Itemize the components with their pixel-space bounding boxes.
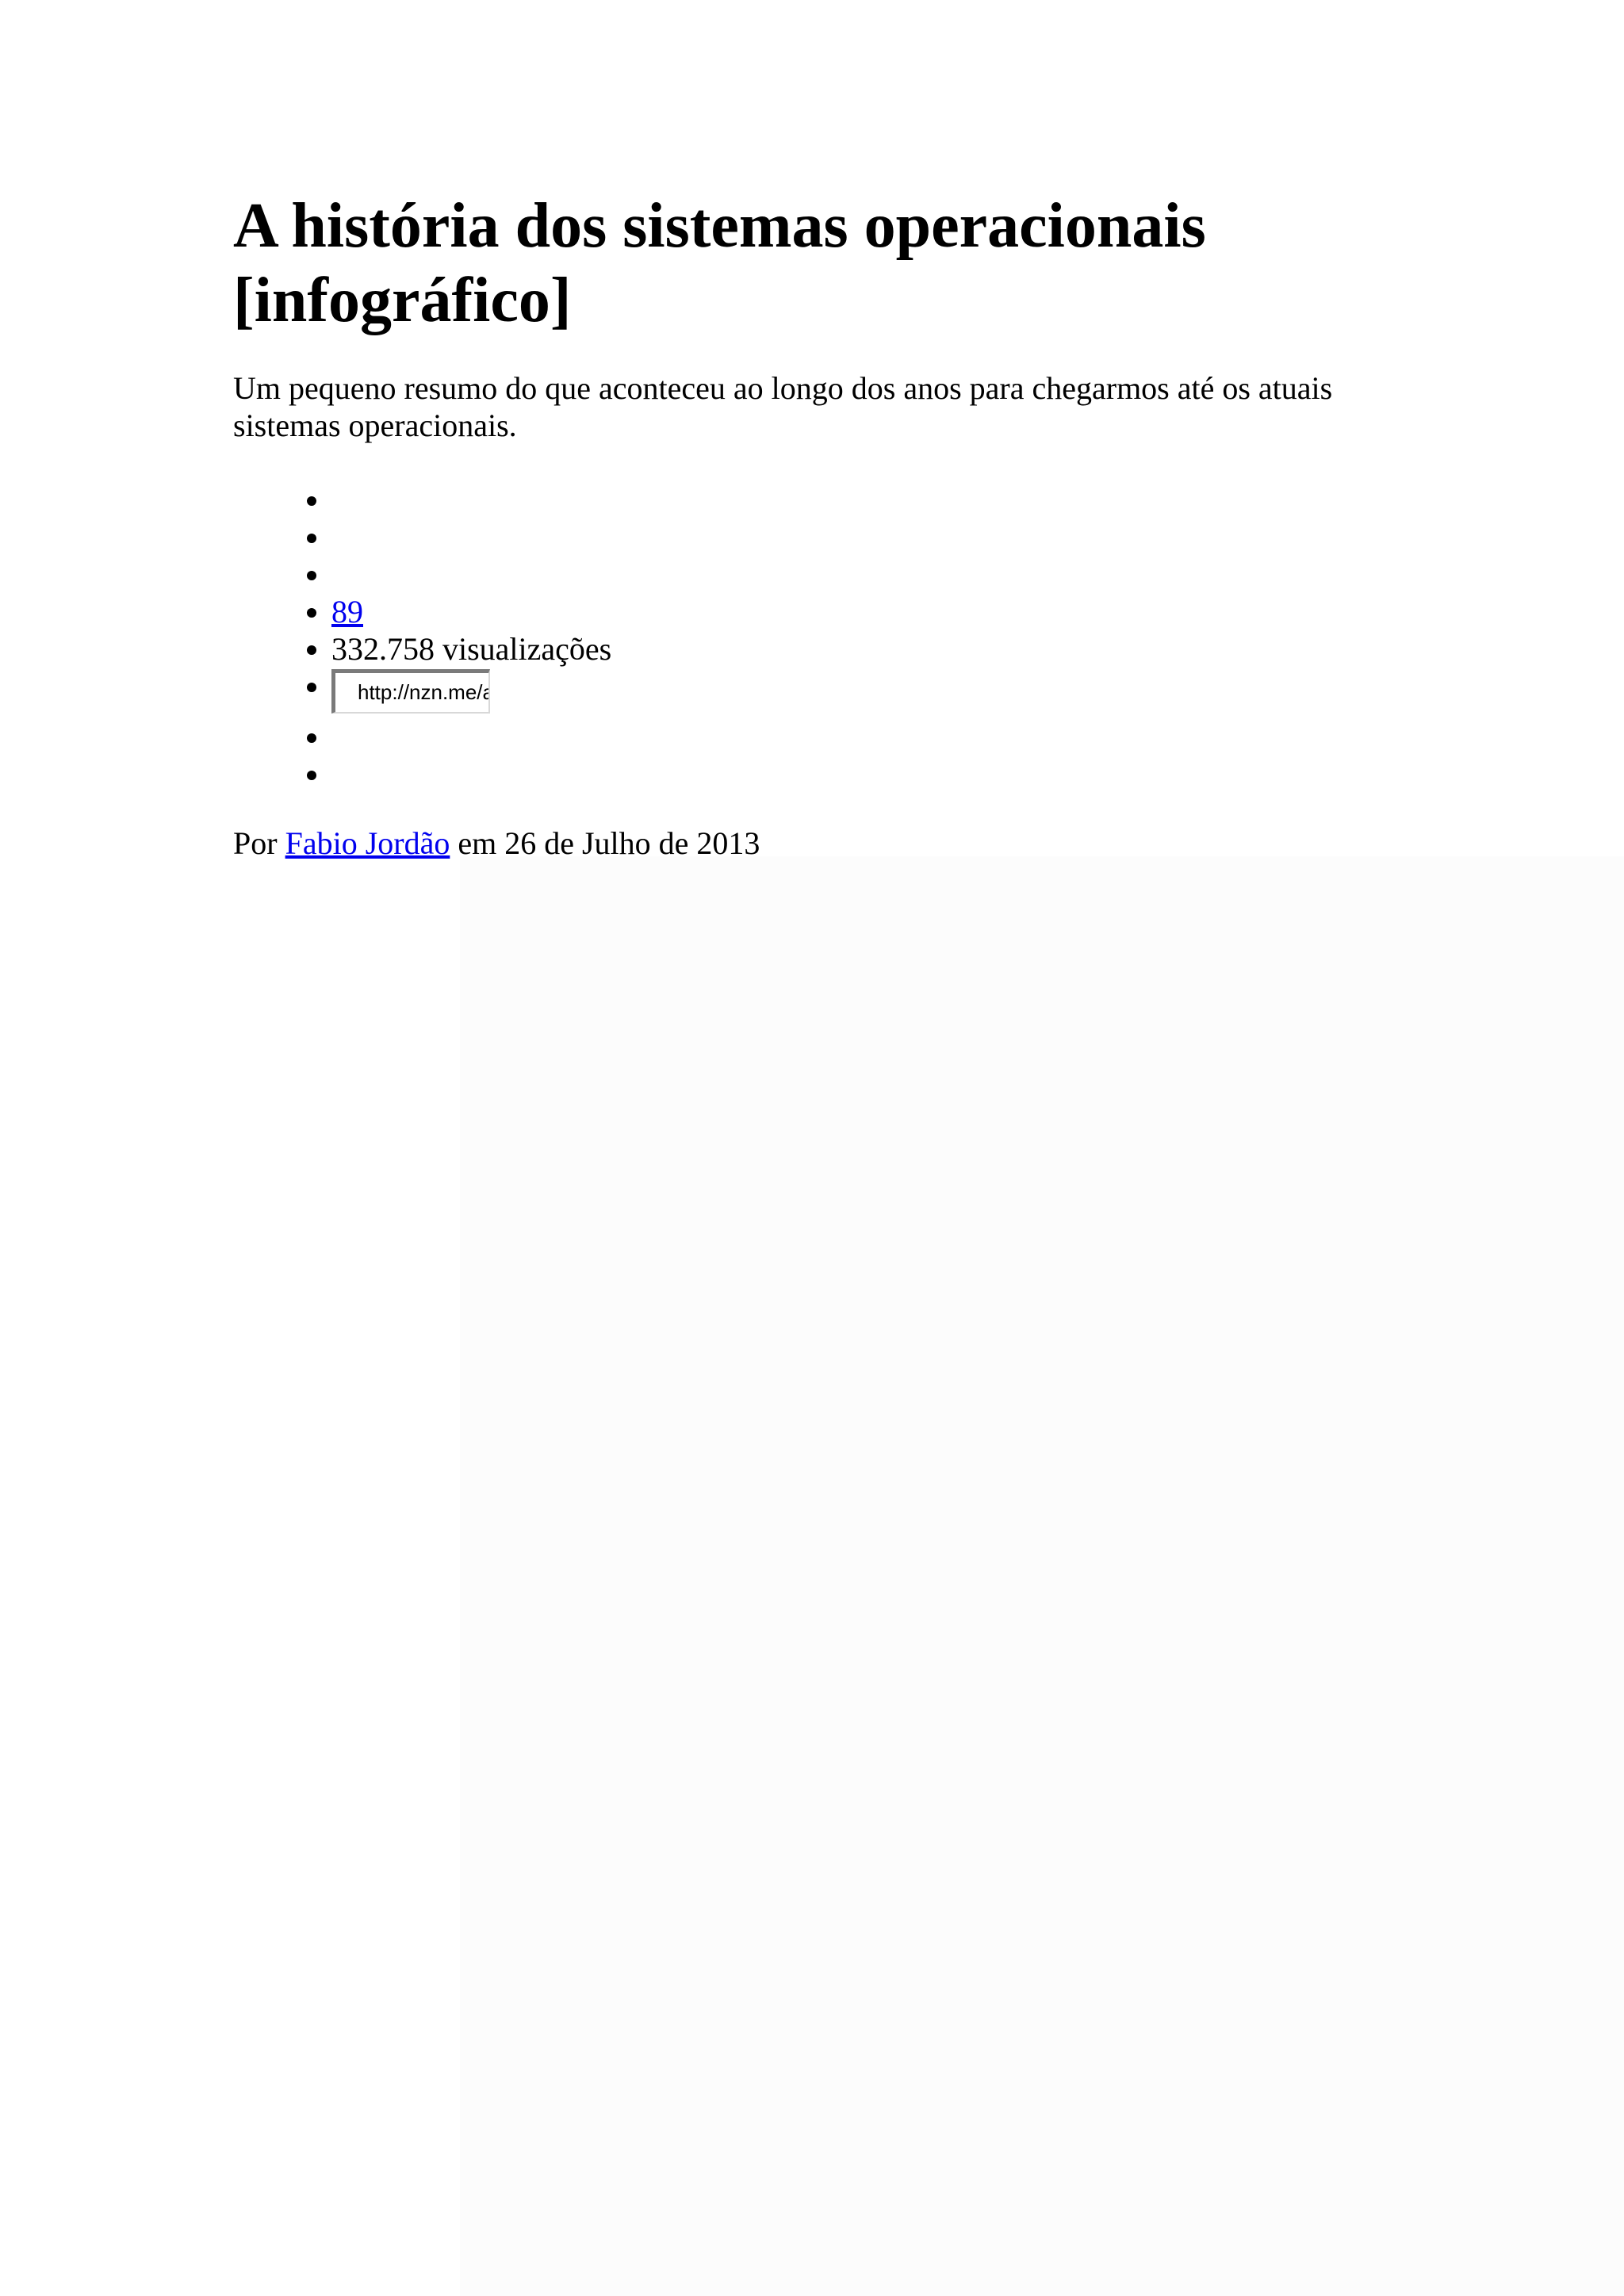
short-url-input[interactable] <box>331 669 490 714</box>
share-item-empty-2 <box>331 519 1423 556</box>
byline <box>233 825 1423 862</box>
publish-date: em 26 de Julho de 2013 <box>458 825 760 861</box>
article-meta-list <box>233 481 1423 793</box>
share-item-empty-5 <box>331 756 1423 793</box>
byline-prefix: Por <box>233 825 278 861</box>
page-title: A história dos sistemas operacionais [infográfico] <box>233 191 1206 335</box>
author-link[interactable]: Fabio Jordão <box>285 825 450 861</box>
comments-count-link[interactable]: 89 <box>331 594 363 629</box>
article <box>233 189 1423 862</box>
comments-item <box>331 593 1423 630</box>
short-url-item <box>331 668 1423 718</box>
views-item: • 332.758 visualizações <box>331 630 1423 668</box>
share-item-empty-1 <box>331 481 1423 519</box>
article-lead: Um pequeno resumo do que aconteceu ao longo dos anos para chegarmos até os atuais sistemas operacionais. <box>233 370 1333 443</box>
share-item-empty-3 <box>331 556 1423 593</box>
share-item-empty-4 <box>331 718 1423 756</box>
page-background-shade <box>460 856 1624 2296</box>
